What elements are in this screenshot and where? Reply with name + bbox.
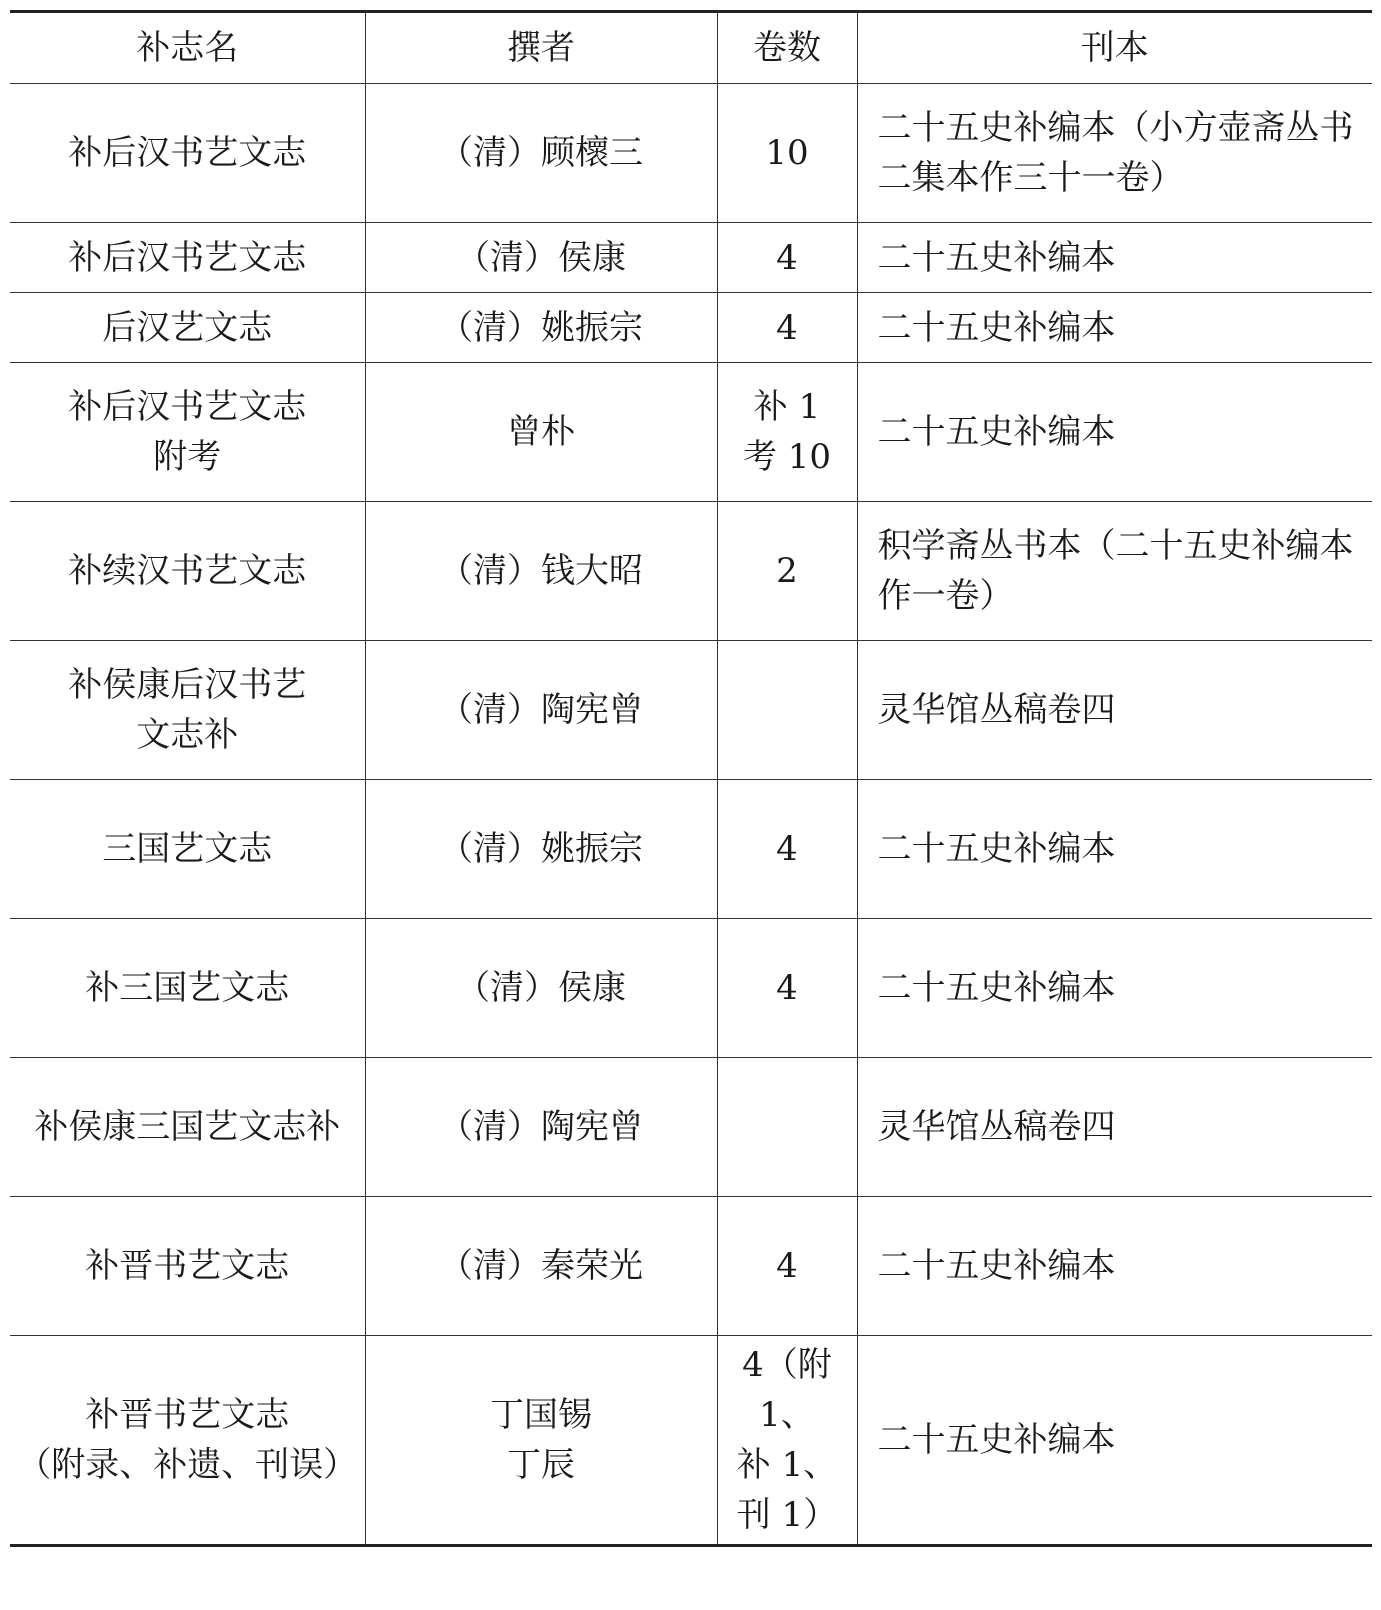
cell-name [10,502,365,641]
cell-edition [857,1197,1372,1336]
cell-author [365,502,717,641]
cell-author [365,1336,717,1546]
cell-author-text: （清）姚振宗 [439,307,643,348]
cell-name-text: 补侯康三国艺文志补 [34,1107,341,1147]
cell-edition-text: 二十五史补编本（小方壶斋丛书二集本作三十一卷） [877,108,1354,198]
table-row [10,1336,1372,1546]
cell-author [365,1197,717,1336]
cell-edition [857,780,1372,919]
cell-name-text: 补后汉书艺文志 [68,237,307,278]
cell-author-text: 曾朴 [507,412,575,452]
cell-name [10,293,365,363]
cell-name-text: 补晋书艺文志 [85,1246,290,1286]
table-row [10,641,1372,780]
header-volumes: 卷数 [717,12,857,84]
cell-author-text: （清）钱大昭 [439,551,643,591]
cell-volumes [717,1197,857,1336]
cell-volumes-text: 4 [776,237,798,278]
header-author: 撰者 [365,12,717,84]
cell-edition-text: 二十五史补编本 [877,307,1116,348]
cell-author [365,919,717,1058]
cell-name [10,1197,365,1336]
cell-author-text: （清）秦荣光 [439,1246,643,1286]
cell-author-text: 丁国锡 丁辰 [490,1395,592,1485]
cell-volumes [717,293,857,363]
cell-author-text: （清）姚振宗 [439,829,643,869]
cell-name [10,1336,365,1546]
cell-volumes [717,84,857,223]
cell-volumes [717,641,857,780]
cell-author [365,1058,717,1197]
cell-edition [857,293,1372,363]
cell-edition-text: 二十五史补编本 [877,1246,1116,1286]
cell-volumes [717,780,857,919]
cell-edition-text: 二十五史补编本 [877,1420,1116,1460]
cell-volumes [717,502,857,641]
cell-volumes [717,1058,857,1197]
cell-volumes-text: 4 [776,968,798,1008]
cell-author [365,293,717,363]
cell-author-text: （清）陶宪曾 [439,1107,643,1147]
cell-edition [857,363,1372,502]
cell-volumes-text: 4 [776,1246,798,1286]
cell-author [365,641,717,780]
cell-name-text: 后汉艺文志 [102,307,273,348]
table-row [10,363,1372,502]
cell-edition [857,1058,1372,1197]
table-row [10,223,1372,293]
supplementary-bibliography-table [10,10,1372,1547]
cell-edition-text: 二十五史补编本 [877,829,1116,869]
table-row [10,502,1372,641]
cell-edition-text: 二十五史补编本 [877,968,1116,1008]
cell-name-text: 补续汉书艺文志 [68,551,307,591]
cell-volumes [717,1336,857,1546]
table-container [10,10,1372,1547]
cell-volumes-text: 4 [776,307,798,348]
cell-name-text: 补晋书艺文志 （附录、补遗、刊误） [17,1395,358,1485]
cell-edition-text: 灵华馆丛稿卷四 [877,1107,1116,1147]
cell-edition [857,919,1372,1058]
table-row [10,293,1372,363]
cell-name-text: 补后汉书艺文志 附考 [68,387,307,477]
cell-name-text: 补侯康后汉书艺 文志补 [68,665,307,755]
table-row [10,1197,1372,1336]
cell-name-text: 补后汉书艺文志 [68,133,307,173]
cell-author [365,84,717,223]
cell-edition [857,502,1372,641]
cell-author [365,780,717,919]
cell-edition [857,84,1372,223]
cell-name [10,919,365,1058]
cell-volumes-text: 10 [765,133,809,173]
cell-edition [857,223,1372,293]
cell-name-text: 三国艺文志 [102,829,273,869]
cell-author-text: （清）顾櫰三 [439,133,643,173]
cell-volumes [717,223,857,293]
cell-author [365,363,717,502]
cell-author-text: （清）侯康 [456,237,626,278]
cell-edition-text: 灵华馆丛稿卷四 [877,690,1116,730]
cell-name [10,363,365,502]
cell-edition-text: 积学斋丛书本（二十五史补编本作一卷） [877,526,1354,616]
cell-volumes-text: 补 1 考 10 [742,387,832,477]
table-row [10,84,1372,223]
cell-name [10,1058,365,1197]
cell-edition-text: 二十五史补编本 [877,412,1116,452]
cell-name [10,641,365,780]
cell-author [365,223,717,293]
cell-edition-text: 二十五史补编本 [877,237,1116,278]
table-row [10,1058,1372,1197]
cell-volumes [717,363,857,502]
cell-volumes-text: 4 [776,829,798,869]
cell-volumes-text: 2 [776,551,798,591]
cell-author-text: （清）侯康 [456,968,626,1008]
cell-volumes-text: 4（附 1、 补 1、 刊 1） [736,1345,838,1535]
table-row [10,919,1372,1058]
table-row [10,780,1372,919]
header-name: 补志名 [10,12,365,84]
cell-name-text: 补三国艺文志 [85,968,290,1008]
cell-volumes [717,919,857,1058]
cell-name [10,780,365,919]
cell-author-text: （清）陶宪曾 [439,690,643,730]
cell-name [10,84,365,223]
cell-edition [857,1336,1372,1546]
header-row [10,12,1372,84]
header-edition: 刊本 [857,12,1372,84]
cell-name [10,223,365,293]
cell-edition [857,641,1372,780]
